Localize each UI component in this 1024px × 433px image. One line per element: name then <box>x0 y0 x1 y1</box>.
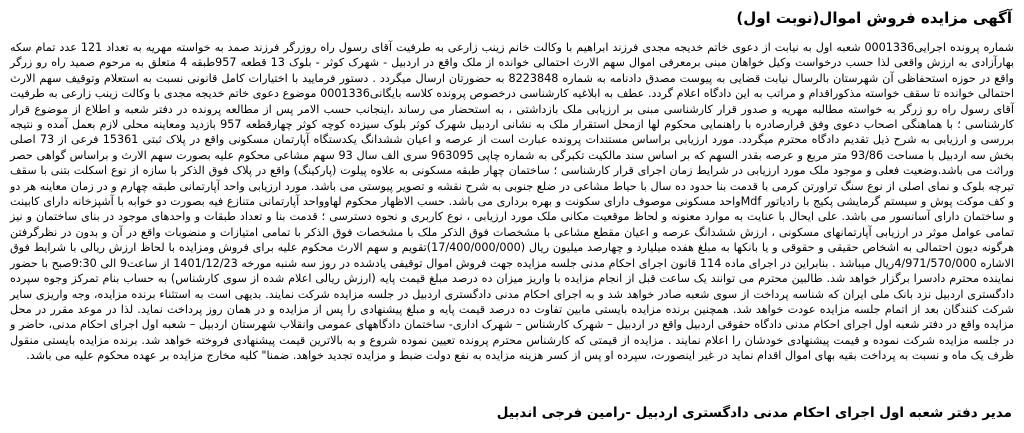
notice-body: شماره پرونده اجرایی0001336 شعبه اول به نیابت از دعوی خاتم خدیجه مجدی فرزند ابراهیم با وکالت خانم زینب زارعی به طرفیت آقای رسول راه روزرگر فرزند صمد به خواسته مهریه به تعداد 121 عدد تمام سکه بهارآزادی به ارزش واقعی لذا حسب درخواست وکیل خواهان مبنی برمعرفی اموال سهم الارث احتمالی خوانده از ملک واقع در اردبیل - شهرک کوثر - بلوک 13 قطعه 957طبقه 4 متعلق به مرحوم صمید راه رو زرگر واقع در حوزه استحفاظی آن شهرستان بالرسال نیابت قضایی به پیوست مصدق دادنامه به شماره 8223848 به حضورتان ارسال میگردد . دستور فرمایید با اختیارات کامل قانونی نسبت به استعلام وتوقیف سهم الارث احتمالی خوانده تا سقف خواسته مذکوراقدام و مراتب به این دادگاه اعلام گردد. عطف به ابلاغیه کارشناسی درخصوص پرونده کلاسه بایگانی0001336 موضوع دعوی خاتم خدیجه مجدی با وکالت زینب زارعی به طرفیت آقای رسول راه رو زرگر به خواسته مطالبه مهریه و صدور قرار کارشناسی مبنی بر ارزیابی ملک بازداشتی ، به استحضار می رساند ،اینجانب حسب الامر پس از مطالعه پرونده در دفتر شعبه و اطلاع از موضوع قرار کارشناسی ؛ با هماهنگی اصحاب دعوی وفق قرارصادره با راهنمایی محکوم لها ازمحل استقرار ملک به نشانی اردبیل شهرک کوثر بلوک سیزده کوچه کوثر چهارقطعه 957 بازدید ومعاینه محلی لازم بعمل آمده و نتیجه بررسی و ارزیابی به شرح ذیل تقدیم دادگاه محترم میگردد. مورد ارزیابی براساس مستندات پرونده عبارت است از عرصه و اعیان ششدانگ یکدستگاه آپارتمان مسکونی واقع در پلاک ثبتی 15361 فرعی از 73 اصلی بخش سه اردبیل با مساحت 93/86 متر مربع و عرصه بقدر السهم که بر اساس سند مالکیت تکبرگی به شماره چاپی 963095 سری الف سال 93 سهم مشاعی محکوم علیه بصورت سهم الارث و براساس گواهی حصر وراثت می باشد.وضعیت فعلی و موجود ملک مورد ارزیابی در شرایط زمان اجرای قرار کارشناسی ؛ ساختمان چهار طبقه مسکونی به علاوه پیلوت (پارکینگ) واقع در پلاک فوق الذکر با سازه از نوع اسکلت بتنی با سقف تیرچه بلوک و نمای اصلی از نوع سنگ تراورتن کرمی با قدمت بنا حدود ده سال با حیاط مشاعی در ضلع جنوبی به شرح نقشه و تصویر پیوستی می باشد. مورد ارزیابی واحد آپارتمانی طبقه چهارم و در زمان معاینه هر دو و کف موکت پوش و سیستم گرمایشی پکیج با رادیاتور Mdfواحد مسکونی موصوف دارای سکونت و بهره برداری می باشد. حسب الاظهار محکوم لهاوواحد آپارتمانی متنازع فیه بصورت دو خوابه با آشپزخانه دارای کابینت و ساختمان دارای آسانسور می باشد. علی ایحال با عنایت به موارد معنونه و لحاظ موقعیت مکانی ملک مورد ارزیابی ، نوع کاربری و نحوه دسترسی ؛ قدمت بنا و تعداد طبقات و واحدهای موجود در بنای ساختمان و نیز تمامی عوامل موثر در ارزیابی آپارتمانهای مسکونی ، ارزش ششدانگ عرصه و اعیان مقطع مشاعی با مشخصات فوق الذکر ملک با مشخصات فوق الذکر با تمامی امتیازات و منضوبات واقع در آن و بدون در نظرگرفتن هرگونه دیون احتمالی به اشخاص حقیقی و حقوقی و یا بانکها به مبلغ هفده میلیارد و چهارصد میلیون ریال (17/400/000/000)تقویم و سهم الارث محکوم علیه برای فروش ومزایده با لحاظ ارزش ریالی با شرایط فوق الاشاره 4/971/570/000ریال میباشد . بنابراین در اجرای ماده 114 قانون اجرای احکام مدنی جلسه مزایده جهت فروش اموال توقیفی یادشده در روز سه شنبه مورخه 1401/12/23 از ساعت9 الی 9:30صبح با حضور نماینده محترم دادسرا برگزار خواهد شد. طالبین محترم می توانند یک ساعت قبل از انجام مزایده با واریز میزان ده درصد مبلغ قیمت پایه (ارزش ریالی اعلام شده از سوی کارشناس) به حساب بنام تمرکز وجوه سپرده دادگستری اردبیل نزد بانک ملی ایران که شناسه پرداخت از سوی شعبه صادر خواهد شد و به اجرای احکام مدنی دادگستری اردبیل در جلسه مزایده شرکت نمایند. بدیهی است به استثناء برنده مزایده، وجه واریزی سایر شرکت کنندگان بعد از اتمام جلسه مزایده عودت خواهد شد. همچنین برنده مزایده بایستی مابین تفاوت ده درصد قیمت پایه و مبلغ پیشنهادی را پس از مزایده و در همان روز پرداخت نماید. لذا در موعد مقرر در محل مزایده واقع در دفتر شعبه اول اجرای احکام مدنی دادگاه حقوقی اردبیل واقع در اردبیل – شهرک کارشناس – شهرک اداری- ساختمان دادگاههای عمومی وانقلاب شهرستان اردبیل – شعبه اول اجرای احکام مدنی، حاضر و در جلسه مزایده شرکت نموده و قیمت پیشنهادی خودشان را اعلام نمایند . مزایده از قیمتی که کارشناس محترم پرونده تعیین نموده شروع و به بالاترین قیمت پیشنهادی فروخته خواهد شد. برنده مزایده بایستی منقول ظرف یک ماه و نسبت به پرداخت بقیه بهای اموال اقدام نماید در غیر اینصورت، سپرده او پس از کسر هزینه مزایده به نفع دولت ضبط و مزایده تجدید خواهد. ضمنا" کلیه مخارج مزایده بر عهده محکوم علیه می باشد. <box>10 41 1015 363</box>
notice-signature: مدیر دفتر شعبه اول اجرای احکام مدنی دادگستری اردبیل -رامین فرجی اندبیل <box>496 405 1012 421</box>
notice-title: آگهی مزایده فروش اموال(نوبت اول) <box>736 9 1012 27</box>
auction-notice <box>6 4 1016 429</box>
